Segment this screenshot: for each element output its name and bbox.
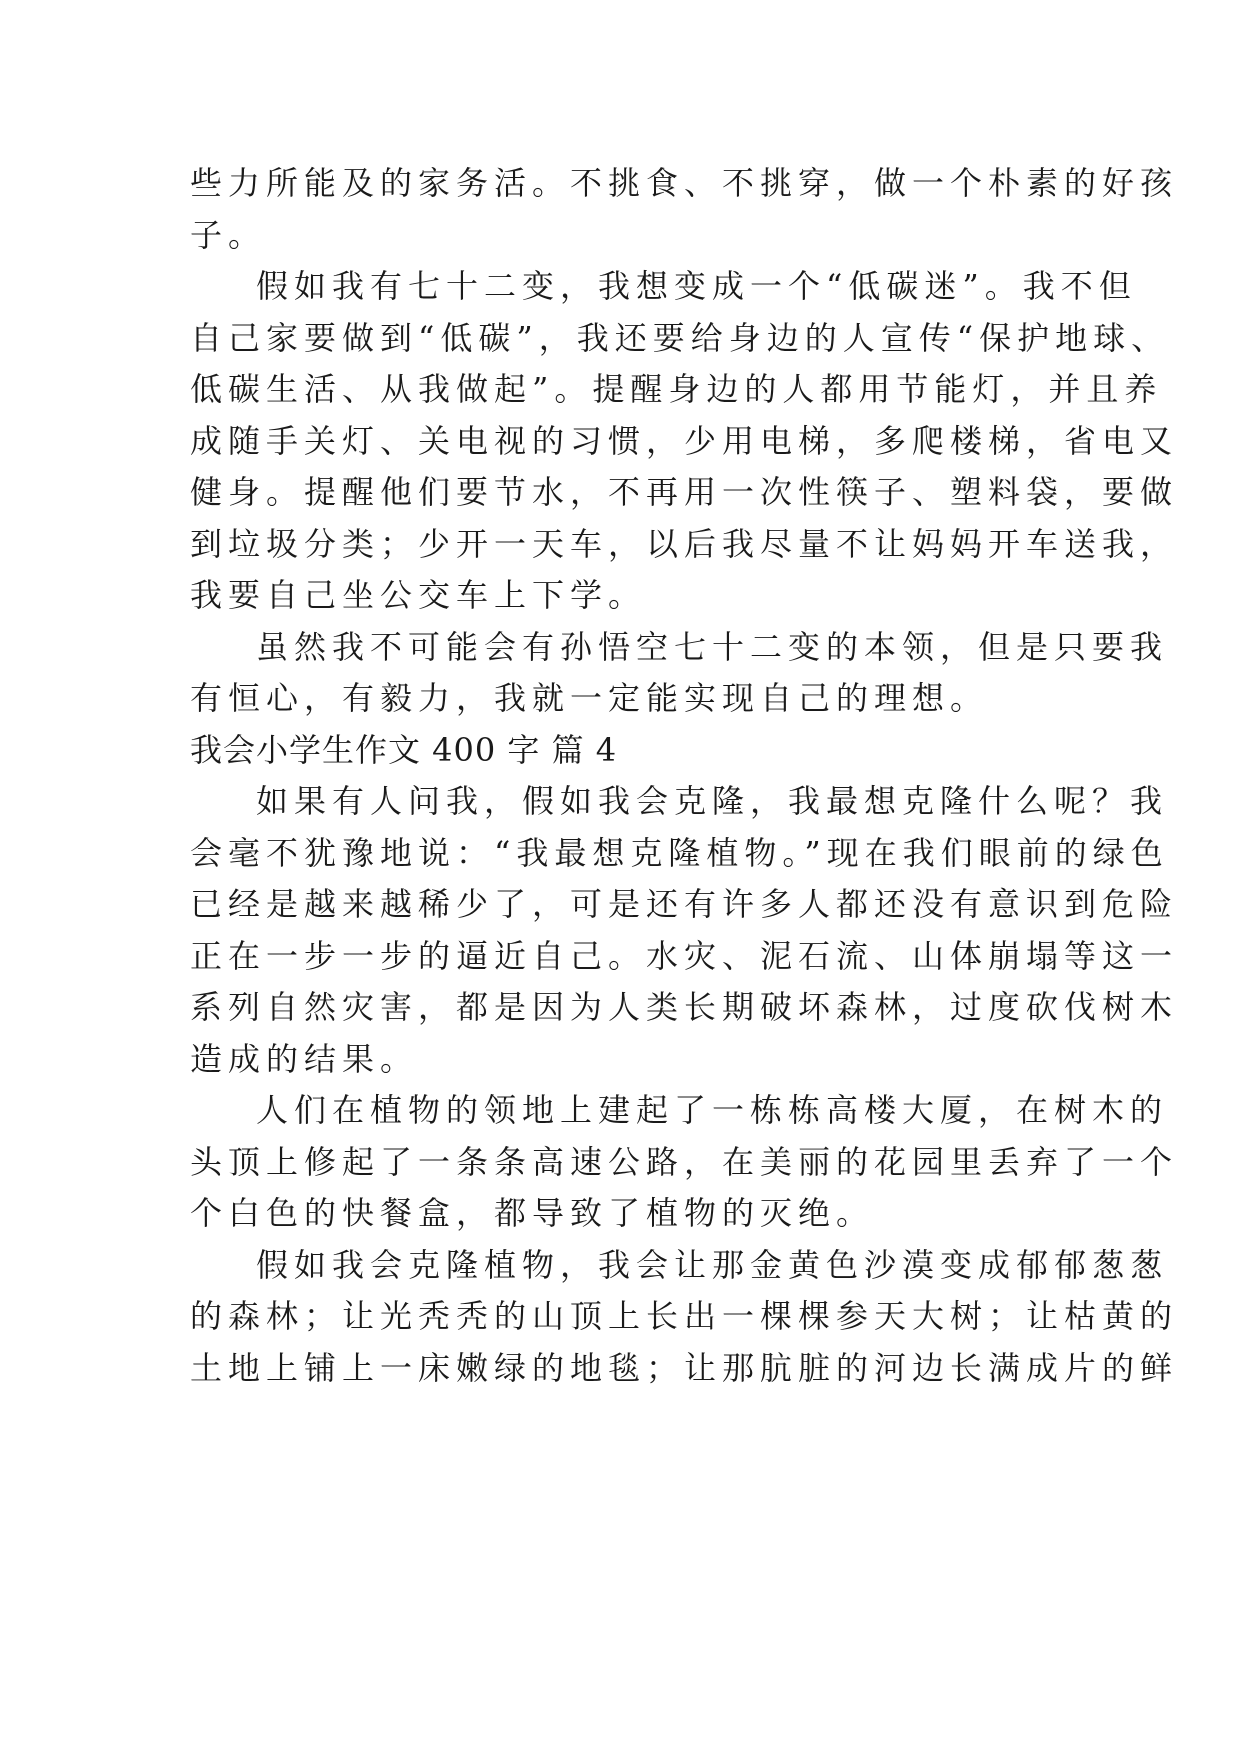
text-line: 成随手关灯、关电视的习惯，少用电梯，多爬楼梯，省电又 [190, 421, 1179, 460]
text-line: 健身。提醒他们要节水，不再用一次性筷子、塑料袋，要做 [190, 473, 1179, 511]
text-line: 自己家要做到“低碳”，我还要给身边的人宣传“保护地球、 [190, 318, 1170, 357]
text-line: 低碳生活、从我做起”。提醒身边的人都用节能灯，并且养 [190, 370, 1163, 408]
text-line: 如果有人问我，假如我会克隆，我最想克隆什么呢？我 [256, 782, 1169, 820]
document-body [190, 158, 1179, 1394]
text-line: 正在一步一步的逼近自己。水灾、泥石流、山体崩塌等这一 [190, 936, 1179, 975]
text-line: 的森林；让光秃秃的山顶上长出一棵棵参天大树；让枯黄的 [190, 1297, 1179, 1335]
text-line: 已经是越来越稀少了，可是还有许多人都还没有意识到危险 [190, 885, 1179, 923]
text-line: 个白色的快餐盒，都导致了植物的灭绝。 [190, 1194, 875, 1232]
text-line: 虽然我不可能会有孙悟空七十二变的本领，但是只要我 [256, 627, 1169, 666]
text-line: 子。 [190, 215, 267, 254]
text-line: 些力所能及的家务活。不挑食、不挑穿，做一个朴素的好孩 [190, 164, 1179, 202]
text-line: 头顶上修起了一条条高速公路，在美丽的花园里丢弃了一个 [190, 1142, 1179, 1181]
text-line: 土地上铺上一床嫩绿的地毯；让那肮脏的河边长满成片的鲜 [190, 1348, 1179, 1387]
text-line: 到垃圾分类；少开一天车，以后我尽量不让妈妈开车送我， [190, 524, 1179, 563]
section-heading: 我会小学生作文 400 字 篇 4 [190, 730, 618, 769]
text-line: 人们在植物的领地上建起了一栋栋高楼大厦，在树木的 [256, 1091, 1169, 1129]
text-line: 我要自己坐公交车上下学。 [190, 576, 647, 614]
text-line: 造成的结果。 [190, 1039, 419, 1078]
text-line: 系列自然灾害，都是因为人类长期破坏森林，过度砍伐树木 [190, 988, 1179, 1026]
text-line: 会毫不犹豫地说：“我最想克隆植物。”现在我们眼前的绿色 [190, 833, 1169, 872]
text-line: 假如我会克隆植物，我会让那金黄色沙漠变成郁郁葱葱 [256, 1245, 1169, 1284]
text-line: 假如我有七十二变，我想变成一个“低碳迷”。我不但 [256, 267, 1137, 305]
text-line: 有恒心，有毅力，我就一定能实现自己的理想。 [190, 679, 989, 717]
